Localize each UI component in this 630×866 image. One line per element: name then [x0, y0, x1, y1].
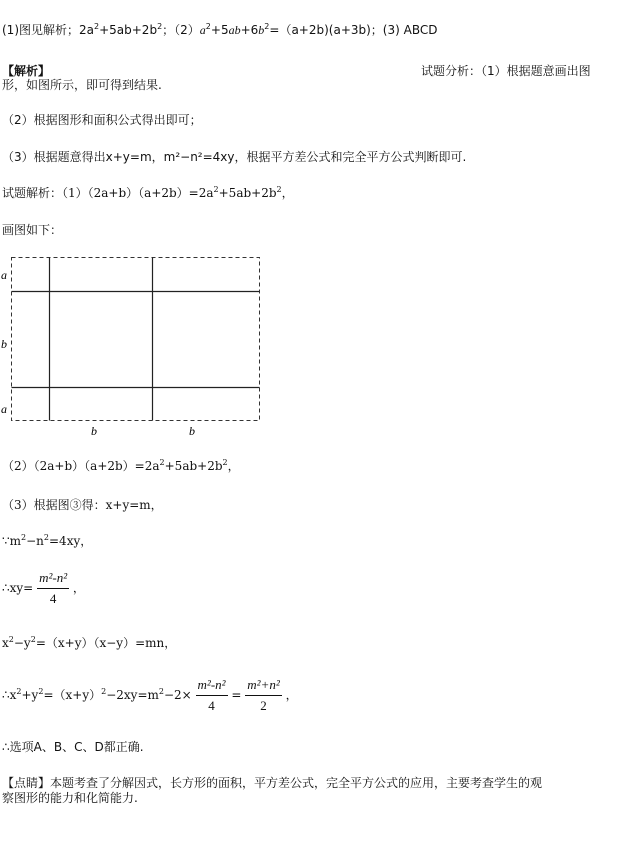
therefore-text: ， [285, 688, 298, 702]
answer-text: ab [228, 23, 241, 37]
outer-dashed-rectangle [12, 258, 260, 421]
solution-2: $(2)(2a+b)(a+2b)=2a^2+5ab+2b^2$， [2, 458, 240, 473]
therefore-text: −2xy=m [106, 688, 159, 702]
answer-text: (1)图见解析；2a [2, 23, 94, 37]
analysis-header: 【解析】 [2, 64, 51, 78]
answer-text: =（a+2b)(a+3b)；(3) ABCD [269, 23, 438, 37]
fraction-m2-minus-n2-over-4: $\frac{\text{m²-n²}}{4}$ [39, 570, 68, 606]
therefore-sum-squares-line: $\therefore x^2+y^2=(x+y)^2-2xy=m^2-2\times$ $\frac{\text{m²-n²}}{4}$ = $\frac{\text{m²+n²}}{2}$ ， [2, 675, 298, 716]
answer-text: +5ab+2b [99, 23, 158, 37]
answer-text: +6 [240, 23, 259, 37]
label-a-top: a [1, 268, 7, 282]
label-b-right: b [189, 424, 195, 438]
since-line: $\because m^2-n^2=4xy$， [2, 533, 93, 548]
diffsq-text: =（x+y）（x−y）=mn， [35, 636, 177, 650]
diffsq-text: −y [13, 636, 31, 650]
therefore-text: ∴x [2, 688, 17, 702]
equals-sign: = [231, 688, 242, 702]
solution-text: 试题解析：（1）（2a+b）（a+2b）=2a [2, 186, 214, 200]
comment-line-1: 【点睛】本题考查了分解因式，长方形的面积，平方差公式，完全平方公式的应用，主要考查学生的观 [2, 776, 543, 790]
diffsq-text: x [2, 636, 9, 650]
options-line: ∴选项A、B、C、D都正确. [2, 740, 144, 754]
area-diagram [0, 252, 270, 442]
comment-line-2: 察图形的能力和化简能力. [2, 791, 138, 805]
therefore-text: ∴xy= [2, 581, 34, 595]
answer-text: b [258, 23, 265, 37]
solution-1: 试题解析：$(1)(2a+b)(a+2b)=2a^2+5ab+2b^2$， [2, 185, 294, 200]
solution-text: +5ab+2b [164, 459, 223, 473]
solution-text: ， [281, 186, 294, 200]
therefore-xy-line [2, 568, 85, 609]
solution-text: ， [227, 459, 240, 473]
since-text: ∵m [2, 534, 22, 548]
answer-text: +5 [210, 23, 229, 37]
answer-text: ；（2） [162, 23, 200, 37]
since-text: =4xy， [49, 534, 93, 548]
draw-intro: 画图如下： [2, 223, 63, 237]
therefore-text: +y [21, 688, 39, 702]
label-b-left: b [91, 424, 97, 438]
analysis-3: （3）根据题意得出x+y=m，m²−n²=4xy，根据平方差公式和完全平方公式判断即可. [2, 150, 467, 164]
difference-of-squares-line: $x^2-y^2=(x+y)(x-y)=mn$， [2, 635, 177, 650]
fraction-m2-minus-n2-over-4: $\frac{\text{m²-n²}}{4}$ [197, 677, 226, 713]
therefore-text: =（x+y） [43, 688, 102, 702]
analysis-2: （2）根据图形和面积公式得出即可； [2, 113, 202, 127]
analysis-1b: 形，如图所示，即可得到结果. [2, 78, 162, 92]
solution-text: （2）（2a+b）（a+2b）=2a [2, 459, 160, 473]
answer-text: a [199, 23, 206, 37]
since-text: −n [26, 534, 44, 548]
label-a-bottom: a [1, 402, 7, 416]
therefore-text: ， [72, 581, 85, 595]
label-b-mid: b [1, 337, 7, 351]
analysis-1a: 试题分析：（1）根据题意画出图 [421, 64, 591, 78]
therefore-text: −2× [163, 688, 192, 702]
solution-text: +5ab+2b [218, 186, 277, 200]
fraction-m2-plus-n2-over-2: $\frac{\text{m²+n²}}{2}$ [247, 677, 280, 713]
solution-3: （3）根据图③得：x+y=m， [2, 498, 163, 512]
answer-line: (1)图见解析；$2a^2+5ab+2b^2$；$(2)a^2+5ab+6b^2=(a+2b)(a+3b)$；(3) ABCD [2, 22, 438, 37]
